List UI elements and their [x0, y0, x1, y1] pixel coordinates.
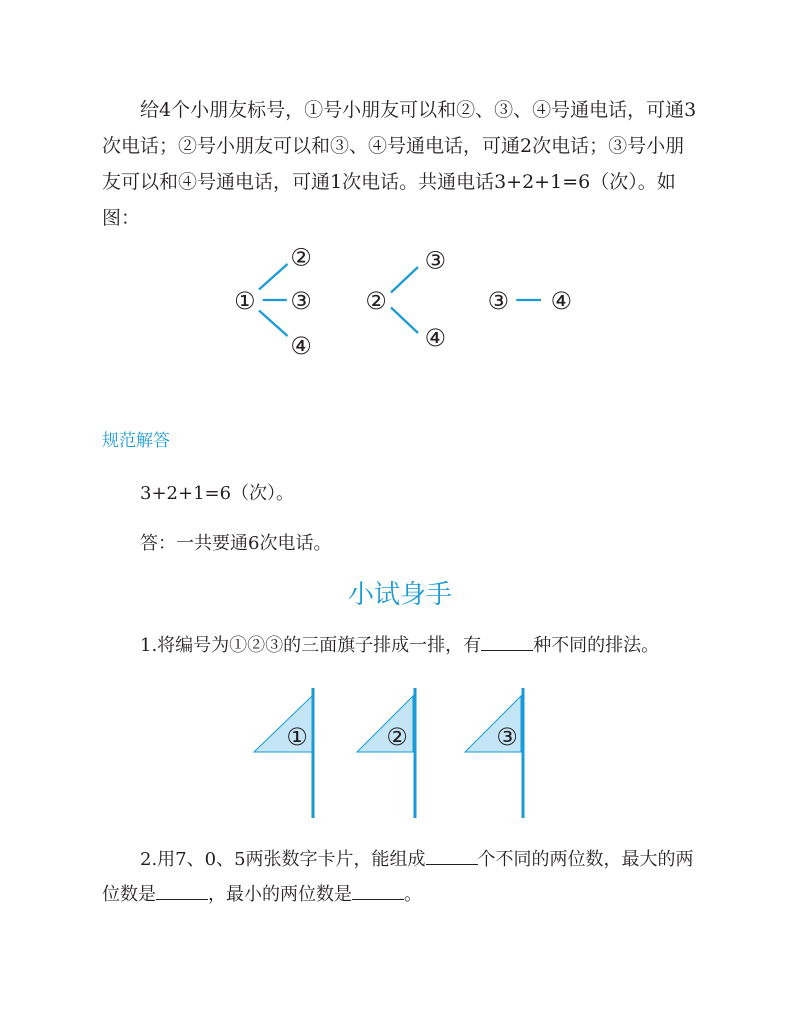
q2-text-3: ，最小的两位数是 [208, 884, 352, 905]
node-g3-right: ④ [550, 287, 573, 315]
flags-illustration [0, 684, 800, 824]
q2-count-blank[interactable] [426, 863, 478, 865]
q1-text-after: 种不同的排法。 [533, 635, 660, 656]
q2-smallest-blank[interactable] [352, 898, 404, 900]
phone-call-diagram [0, 240, 800, 360]
q1-text-before: 1.将编号为①②③的三面旗子排成一排，有 [140, 635, 482, 656]
solution-answer: 答：一共要通6次电话。 [140, 533, 332, 554]
solution-equation: 3+2+1=6（次）。 [140, 483, 295, 504]
node-g2-leaf-2: ④ [424, 323, 447, 352]
node-g2-center: ② [365, 287, 387, 315]
question-1 [140, 628, 740, 664]
node-g3-left: ③ [487, 287, 510, 315]
node-g1-leaf-2: ③ [290, 287, 312, 315]
q2-largest-blank[interactable] [156, 898, 208, 900]
flag-1-label: ① [286, 723, 308, 751]
flag-1 [254, 688, 313, 818]
question-2 [102, 842, 702, 912]
diagram-group-2 [391, 267, 418, 333]
node-g1-leaf-3: ④ [290, 332, 312, 360]
q1-answer-blank[interactable] [481, 649, 533, 651]
q2-text-4: 。 [404, 884, 422, 905]
solution-heading: 规范解答 [102, 431, 170, 451]
node-g1-center: ① [233, 287, 256, 315]
q2-text-2: 个不同的两位数，最大的两位数是 [102, 849, 694, 905]
explanation-paragraph: 给4个小朋友标号，①号小朋友可以和②、③、④号通电话，可通3次电话；②号小朋友可以和③、④号通电话，可通2次电话；③号小朋友可以和④号通电话，可通1次电话。共通电话3+2+1=6（次）。如图： [102, 99, 697, 229]
flag-3 [465, 688, 523, 818]
node-g1-leaf-1: ② [290, 243, 312, 272]
flag-2-label: ② [386, 723, 408, 751]
flag-3-label: ③ [496, 723, 518, 751]
q2-text-1: 2.用7、0、5两张数字卡片，能组成 [140, 849, 426, 870]
flag-2 [357, 688, 415, 818]
practice-title: 小试身手 [347, 580, 452, 610]
diagram-group-1 [259, 264, 288, 336]
node-g2-leaf-1: ③ [424, 246, 447, 275]
